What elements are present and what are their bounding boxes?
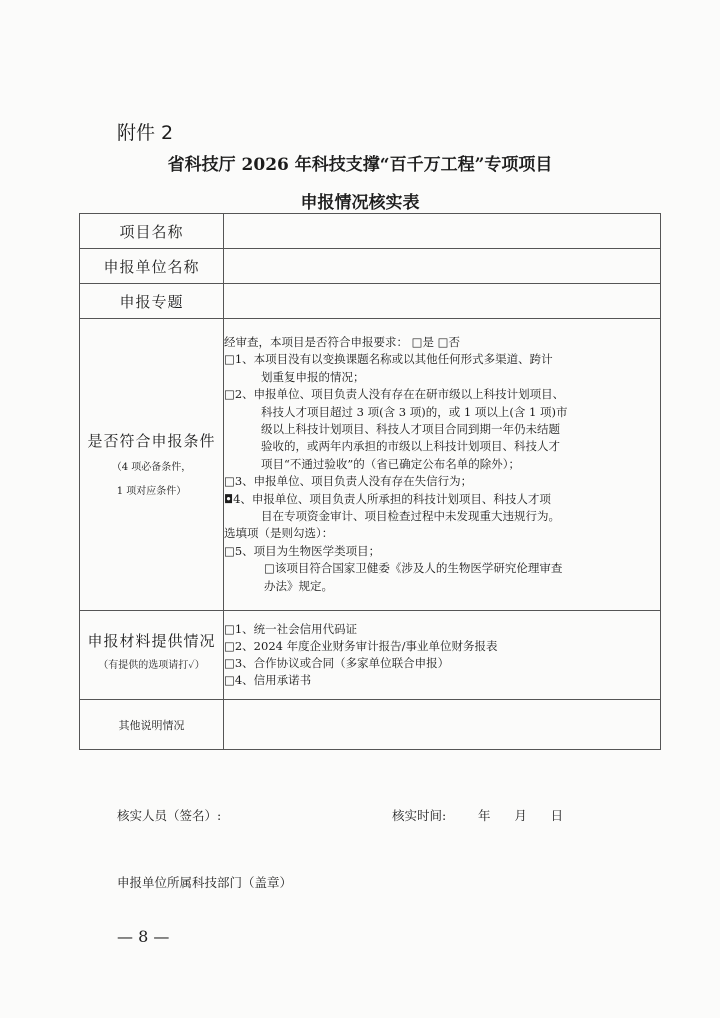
condition-item-2[interactable]: □2、申报单位、项目负责人没有存在在研市级以上科技计划项目、 [224, 387, 565, 402]
material-item-4[interactable]: □4、信用承诺书 [224, 673, 312, 687]
condition-item-5-sub-cont: 办法》规定。 [264, 578, 333, 593]
conditions-sub2: 1 项对应条件） [116, 486, 187, 497]
verification-table [79, 213, 661, 750]
conditions-content [224, 319, 661, 611]
topic-field[interactable] [224, 284, 661, 319]
condition-item-4-cont: 目在专项资金审计、项目检查过程中未发现重大违规行为。 [261, 509, 560, 524]
materials-sub: （有提供的选项请打✓） [98, 659, 205, 671]
form-title: 省科技厅 2026 年科技支撑“百千万工程”专项项目 [167, 155, 553, 175]
unit-name-field[interactable] [224, 249, 661, 284]
project-name-field[interactable] [224, 214, 661, 249]
conditions-sub1: （4 项必备条件， [111, 462, 192, 473]
conditions-intro[interactable]: 经审查，本项目是否符合申报要求： □是 □否 [224, 334, 461, 349]
condition-item-1-cont: 划重复申报的情况； [261, 369, 365, 384]
row-project-name [80, 214, 661, 249]
row-other [80, 700, 661, 750]
condition-item-3[interactable]: □3、申报单位、项目负责人没有存在失信行为； [224, 474, 473, 489]
condition-item-2-cont2: 级以上科技计划项目、科技人才项目合同到期一年仍未结题 [261, 421, 560, 436]
material-item-2[interactable]: □2、2024 年度企业财务审计报告/事业单位财务报表 [224, 639, 498, 653]
row-unit-name [80, 249, 661, 284]
material-item-1[interactable]: □1、统一社会信用代码证 [224, 622, 358, 636]
row-conditions [80, 319, 661, 611]
topic-label: 申报专题 [80, 284, 224, 319]
page-number: — 8 — [117, 927, 170, 946]
condition-item-2-cont3: 验收的，或两年内承担的市级以上科技计划项目、科技人才 [261, 439, 560, 454]
condition-item-1[interactable]: □1、本项目没有以变换课题名称或以其他任何形式多渠道、跨计 [224, 352, 553, 367]
material-item-3[interactable]: □3、合作协议或合同（多家单位联合申报） [224, 656, 450, 670]
condition-item-5-sub[interactable]: □该项目符合国家卫健委《涉及人的生物医学研究伦理审查 [264, 561, 563, 576]
dept-seal-label: 申报单位所属科技部门（盖章） [117, 875, 293, 890]
other-label: 其他说明情况 [80, 700, 224, 750]
other-field[interactable] [224, 700, 661, 750]
row-topic [80, 284, 661, 319]
row-materials [80, 611, 661, 700]
materials-label-cell [80, 611, 224, 700]
checker-signature-label: 核实人员（签名）: [117, 808, 222, 823]
materials-label: 申报材料提供情况 [87, 631, 216, 650]
condition-item-2-cont1: 科技人才项目超过 3 项(含 3 项)的，或 1 项以上(含 1 项)市 [261, 404, 568, 419]
form-subtitle: 申报情况核实表 [300, 193, 420, 213]
check-time-label: 核实时间: 年 月 日 [392, 808, 564, 823]
conditions-label-cell [80, 319, 224, 611]
condition-item-4[interactable]: ◘4、申报单位、项目负责人所承担的科技计划项目、科技人才项 [224, 491, 551, 506]
condition-item-2-cont4: 项目“不通过验收”的（省已确定公布名单的除外）； [261, 456, 521, 471]
unit-name-label: 申报单位名称 [80, 249, 224, 284]
project-name-label: 项目名称 [80, 214, 224, 249]
attachment-label: 附件 2 [117, 122, 174, 144]
optional-label: 选填项（是则勾选）： [224, 526, 334, 541]
materials-content [224, 611, 661, 700]
condition-item-5[interactable]: □5、项目为生物医学类项目； [224, 543, 381, 558]
conditions-label: 是否符合申报条件 [87, 432, 216, 450]
